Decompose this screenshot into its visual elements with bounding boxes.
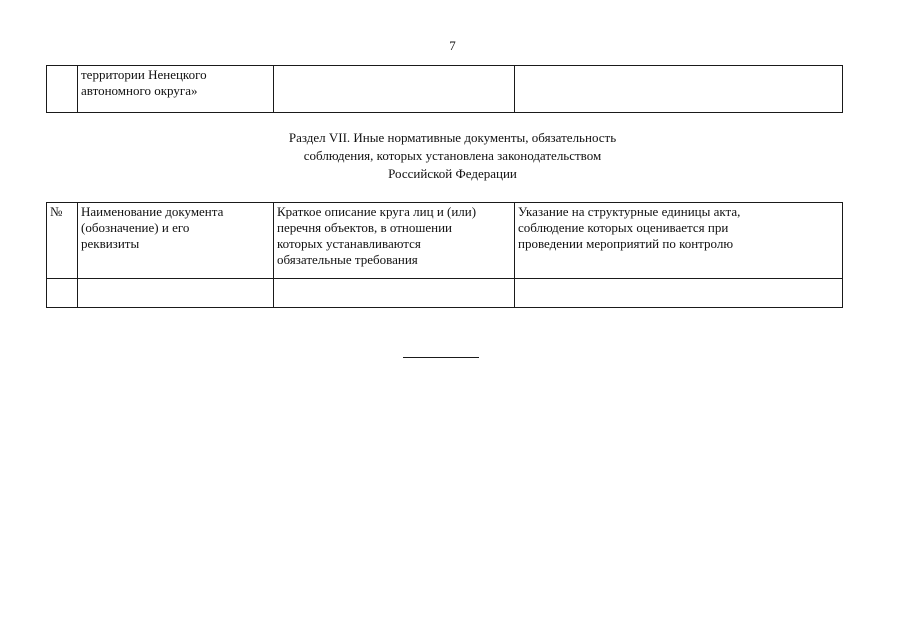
header-text-line: реквизиты [81, 236, 140, 251]
header-text-line: Указание на структурные единицы акта, [518, 204, 741, 219]
table-row [47, 66, 843, 113]
header-text-line: перечня объектов, в отношении [277, 220, 452, 235]
header-name [78, 203, 274, 279]
header-text-line: обязательные требования [277, 252, 418, 267]
header-units [515, 203, 843, 279]
table-cell-units [515, 66, 843, 113]
header-text-line: Наименование документа [81, 204, 224, 219]
page-number: 7 [449, 38, 456, 53]
header-text-line: (обозначение) и его [81, 220, 190, 235]
table-row [47, 279, 843, 308]
header-text-line: Краткое описание круга лиц и (или) [277, 204, 477, 219]
cell-text-line: территории Ненецкого [81, 67, 207, 82]
section-heading-line: Российской Федерации [388, 166, 517, 181]
section-heading-line: Раздел VII. Иные нормативные документы, обязательность [288, 130, 617, 145]
header-text-line: проведении мероприятий по контролю [518, 236, 734, 251]
table-header-row [47, 203, 843, 279]
table-cell-name [78, 279, 274, 308]
table-cell-num [47, 279, 78, 308]
continuation-table [46, 65, 843, 113]
table-cell-name [78, 66, 274, 113]
end-of-document-rule [403, 357, 479, 358]
table-cell-units [515, 279, 843, 308]
header-description [274, 203, 515, 279]
header-num: № [47, 203, 78, 279]
cell-text-line: автономного округа» [81, 83, 198, 98]
requirements-table [46, 202, 843, 308]
table-cell-description [274, 66, 515, 113]
table-cell-description [274, 279, 515, 308]
section-heading-line: соблюдения, которых установлена законодательством [303, 148, 602, 163]
section-heading [0, 129, 905, 183]
header-text-line: которых устанавливаются [277, 236, 421, 251]
header-text-line: соблюдение которых оценивается при [518, 220, 729, 235]
table-cell-num [47, 66, 78, 113]
